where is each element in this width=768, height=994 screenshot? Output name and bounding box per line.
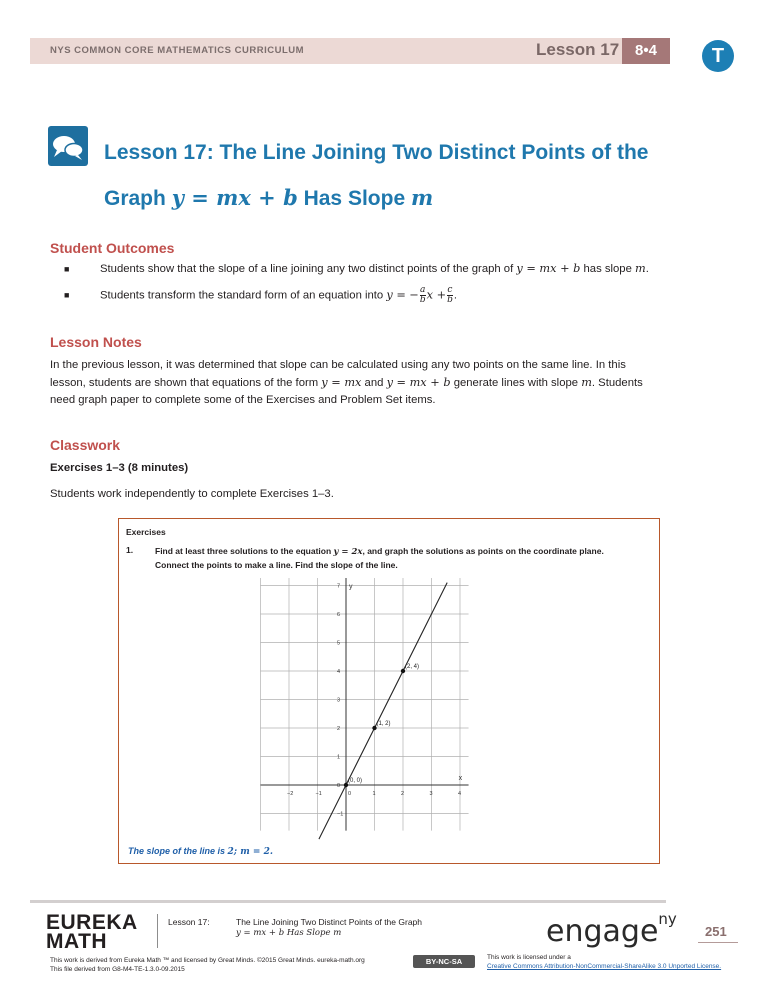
notes-line: need graph paper to complete some of the Exercises and Problem Set items. — [50, 394, 436, 406]
page-number: 251 — [705, 924, 727, 939]
lesson-label: Lesson 17 — [536, 40, 620, 59]
outcome-item — [100, 286, 457, 305]
exercise-prompt — [155, 545, 635, 572]
footer-title-line: The Line Joining Two Distinct Points of the Graph — [236, 917, 422, 927]
point-label: (2, 4) — [405, 664, 420, 670]
y-axis-label: y — [349, 583, 353, 591]
page-number-rule — [698, 942, 738, 943]
notes-heading: Lesson Notes — [50, 334, 142, 350]
notes-text: and — [361, 377, 387, 389]
license-text — [487, 953, 721, 971]
module-badge: 8•4 — [622, 38, 670, 64]
attribution-line: This work is derived from Eureka Math ™ and licensed by Great Minds. ©2015 Great Minds. eureka-math.org — [50, 957, 365, 964]
eureka-math-logo — [46, 913, 138, 951]
notes-paragraph — [50, 357, 730, 409]
notes-text: generate lines with slope — [450, 377, 582, 389]
fraction — [447, 286, 453, 305]
notes-line: In the previous lesson, it was determined that slope can be calculated using any two points on the same line. In this — [50, 359, 626, 371]
exercise-line — [155, 545, 635, 559]
notes-math: y = mx + b — [386, 376, 451, 389]
x-tick-label: 0 — [348, 791, 352, 797]
x-tick-label: 1 — [372, 791, 376, 797]
answer-text — [128, 846, 273, 857]
outcome-math: x + — [426, 288, 447, 302]
outcome-math: y = mx + b — [516, 262, 581, 275]
footer-separator — [157, 914, 158, 948]
outcomes-heading: Student Outcomes — [50, 240, 175, 256]
y-tick-label: −1 — [337, 811, 344, 818]
outcome-item — [100, 260, 649, 278]
y-tick-label: 2 — [337, 726, 341, 732]
outcome-text: Students show that the slope of a line joining any two distinct points of the graph of — [100, 263, 517, 275]
y-tick-label: 5 — [337, 640, 341, 647]
y-tick-label: 6 — [337, 612, 341, 618]
license-link[interactable]: Creative Commons Attribution-NonCommercial-ShareAlike 3.0 Unported License. — [487, 963, 722, 970]
notes-math: m — [581, 376, 592, 389]
footer-divider — [30, 900, 666, 903]
teacher-badge: T — [702, 40, 734, 72]
classwork-heading: Classwork — [50, 437, 121, 453]
y-tick-label: 3 — [337, 697, 341, 704]
x-tick-label: 3 — [429, 791, 433, 797]
exercise-box-heading: Exercises — [126, 527, 166, 537]
outcome-text: . — [453, 289, 457, 302]
point-label: (1, 2) — [376, 721, 391, 727]
coordinate-graph — [240, 578, 480, 850]
curriculum-label: NYS COMMON CORE MATHEMATICS CURRICULUM — [50, 45, 305, 56]
speech-bubbles-icon — [48, 126, 88, 166]
fraction-numerator: a — [420, 285, 426, 295]
x-tick-label: 2 — [401, 791, 405, 797]
exercise-line: Connect the points to make a line. Find the slope of the line. — [155, 560, 398, 570]
footer-title-line: y = mx + b Has Slope m — [236, 928, 342, 938]
exercise-text: , and graph the solutions as points on the coordinate plane. — [362, 546, 604, 556]
outcome-text: . — [645, 263, 649, 275]
notes-text: lesson, students are shown that equations of the form — [50, 377, 322, 389]
x-axis-label: x — [458, 775, 463, 782]
outcome-text: Students transform the standard form of an equation into — [100, 289, 387, 302]
fraction-numerator: c — [447, 285, 453, 295]
logo-text: engage — [546, 914, 659, 949]
fraction-denominator: b — [419, 295, 426, 305]
notes-line — [50, 374, 730, 392]
exercise-text: Find at least three solutions to the equation — [155, 546, 334, 556]
fraction — [420, 286, 426, 305]
cc-license-badge: BY-NC-SA — [413, 955, 475, 968]
outcome-text: has slope — [580, 263, 636, 275]
notes-math: y = mx — [321, 376, 362, 389]
classwork-text: Students work independently to complete Exercises 1–3. — [50, 488, 334, 500]
x-tick-label: 4 — [458, 791, 462, 797]
title-text: Graph — [104, 187, 172, 210]
bullet-icon: ■ — [64, 290, 70, 300]
y-tick-label: 0 — [337, 783, 341, 789]
answer-label: The slope of the line is — [128, 846, 228, 856]
bullet-icon: ■ — [64, 264, 70, 274]
title-line-2 — [104, 175, 648, 221]
exercises-subheading: Exercises 1–3 (8 minutes) — [50, 462, 189, 474]
footer-lesson: Lesson 17: — [168, 917, 210, 927]
license-line: This work is licensed under a — [487, 954, 571, 961]
footer-attribution — [50, 956, 365, 974]
attribution-line: This file derived from G8-M4-TE-1.3.0-09.2015 — [50, 966, 185, 973]
point-label: (0, 0) — [348, 778, 363, 784]
title-math: y = mx + b — [171, 185, 298, 210]
y-tick-label: 1 — [337, 754, 341, 761]
logo-line: EUREKA — [46, 911, 138, 934]
logo-line: MATH — [46, 930, 108, 953]
footer-title — [236, 917, 422, 939]
y-tick-label: 7 — [337, 583, 341, 590]
y-tick-label: 4 — [337, 669, 341, 675]
x-tick-label: −2 — [287, 791, 294, 797]
title-text: Has Slope — [297, 187, 411, 210]
graph-line — [319, 583, 447, 840]
title-math: m — [410, 185, 434, 210]
notes-text: . Students — [591, 377, 643, 389]
x-tick-label: −1 — [315, 791, 322, 797]
engageny-logo — [546, 910, 677, 949]
title-line-1: Lesson 17: The Line Joining Two Distinct Points of the — [104, 141, 649, 164]
outcome-math: y = − — [386, 288, 419, 302]
page-title — [104, 130, 648, 221]
outcome-math: m — [635, 262, 646, 275]
fraction-denominator: b — [447, 295, 453, 305]
exercise-number: 1. — [126, 545, 134, 555]
answer-math: 2; m = 2. — [227, 847, 273, 857]
exercise-math: y = 2x — [333, 547, 363, 557]
logo-sup: ny — [658, 910, 677, 928]
